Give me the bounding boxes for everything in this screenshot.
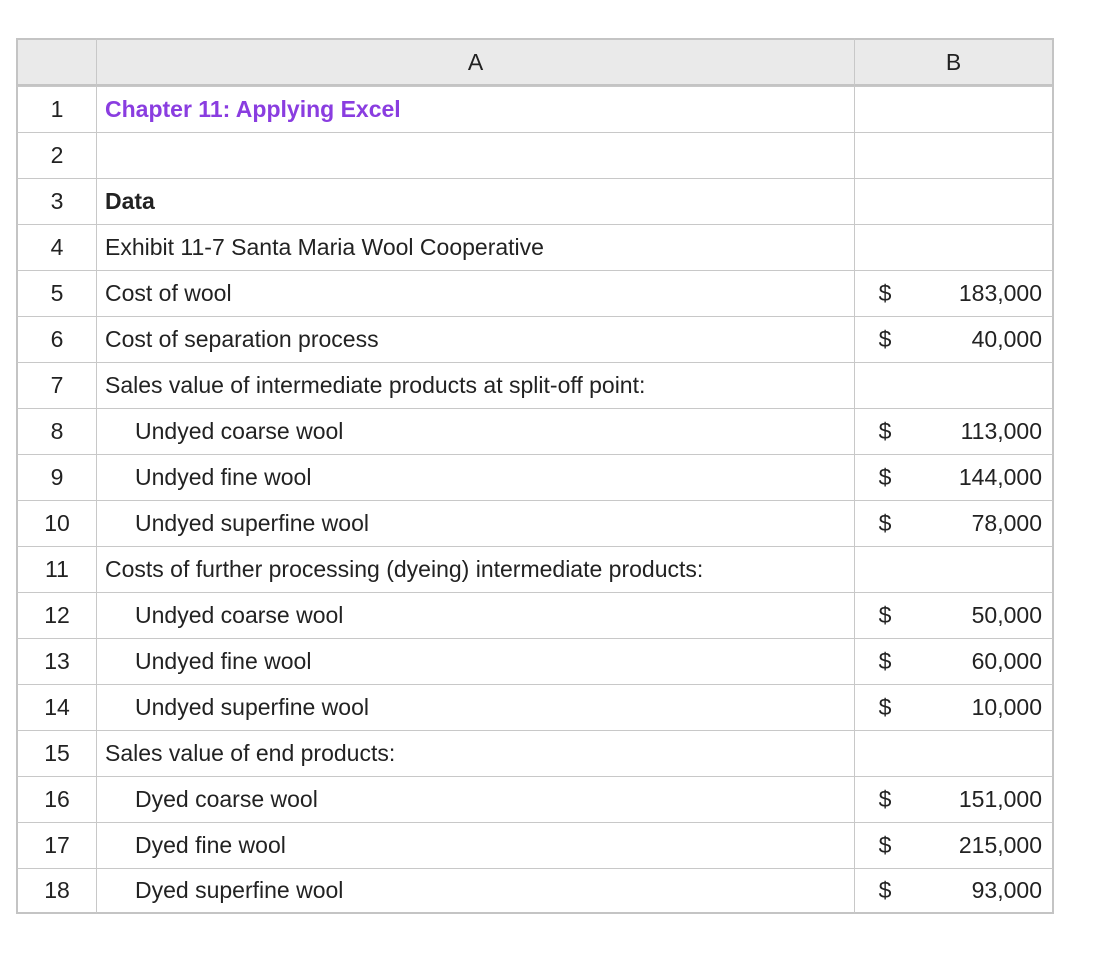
cell-b[interactable] [854,776,1054,822]
row-header[interactable]: 11 [16,546,96,592]
row-header[interactable]: 7 [16,362,96,408]
column-header-b[interactable]: B [854,38,1054,86]
cell-a[interactable]: Undyed fine wool [96,454,854,500]
cell-b[interactable] [854,270,1054,316]
cell-a[interactable] [96,132,854,178]
amount-value: 151,000 [958,786,1042,812]
cell-b[interactable] [854,500,1054,546]
cell-b-content [855,464,1052,491]
cell-a[interactable]: Chapter 11: Applying Excel [96,86,854,132]
sheet-row [16,822,1056,868]
cell-b[interactable] [854,86,1054,132]
sheet-row [16,270,1056,316]
cell-b[interactable] [854,132,1054,178]
sheet-row [16,684,1056,730]
cell-a[interactable]: Undyed superfine wool [96,500,854,546]
cell-a[interactable]: Costs of further processing (dyeing) intermediate products: [96,546,854,592]
currency-symbol: $ [878,464,892,490]
sheet-row [16,500,1056,546]
row-header[interactable]: 16 [16,776,96,822]
amount-value: 10,000 [971,694,1042,720]
cell-b[interactable] [854,362,1054,408]
amount-value: 93,000 [971,877,1042,903]
cell-a[interactable]: Cost of wool [96,270,854,316]
cell-b-content [855,602,1052,629]
amount-value: 60,000 [971,648,1042,674]
cell-b[interactable] [854,684,1054,730]
cell-b-content [855,648,1052,675]
sheet-row [16,86,1056,132]
select-all-corner[interactable] [16,38,96,86]
sheet-row [16,224,1056,270]
sheet-row [16,868,1056,914]
currency-symbol: $ [878,418,892,444]
cell-a[interactable]: Sales value of end products: [96,730,854,776]
row-header[interactable]: 10 [16,500,96,546]
cell-a[interactable]: Undyed superfine wool [96,684,854,730]
row-header[interactable]: 14 [16,684,96,730]
column-header-row [16,38,1056,86]
cell-b[interactable] [854,316,1054,362]
row-header[interactable]: 13 [16,638,96,684]
cell-b-content [855,694,1052,721]
row-header[interactable]: 17 [16,822,96,868]
sheet-row [16,408,1056,454]
sheet-row [16,454,1056,500]
currency-symbol: $ [878,877,892,903]
cell-a[interactable]: Undyed coarse wool [96,592,854,638]
row-header[interactable]: 4 [16,224,96,270]
cell-a[interactable]: Exhibit 11-7 Santa Maria Wool Cooperative [96,224,854,270]
row-header[interactable]: 12 [16,592,96,638]
amount-value: 113,000 [960,418,1042,444]
row-header[interactable]: 5 [16,270,96,316]
row-header[interactable]: 1 [16,86,96,132]
sheet-row [16,546,1056,592]
currency-symbol: $ [878,786,892,812]
row-header[interactable]: 2 [16,132,96,178]
sheet-row [16,132,1056,178]
spreadsheet-grid [16,38,1056,914]
cell-b[interactable] [854,408,1054,454]
cell-b-content [855,326,1052,353]
cell-a[interactable]: Undyed coarse wool [96,408,854,454]
cell-b[interactable] [854,546,1054,592]
row-header[interactable]: 9 [16,454,96,500]
cell-a[interactable]: Dyed superfine wool [96,868,854,914]
cell-a[interactable]: Undyed fine wool [96,638,854,684]
cell-b-content [855,418,1052,445]
cell-b-content [855,832,1052,859]
cell-b[interactable] [854,224,1054,270]
amount-value: 144,000 [958,464,1042,490]
sheet-row [16,638,1056,684]
currency-symbol: $ [878,326,892,352]
cell-a[interactable]: Data [96,178,854,224]
cell-b[interactable] [854,868,1054,914]
sheet-row [16,592,1056,638]
cell-b[interactable] [854,730,1054,776]
sheet-row [16,776,1056,822]
row-header[interactable]: 3 [16,178,96,224]
cell-a[interactable]: Dyed fine wool [96,822,854,868]
cell-a[interactable]: Sales value of intermediate products at split-off point: [96,362,854,408]
sheet-row [16,362,1056,408]
cell-b[interactable] [854,822,1054,868]
sheet-row [16,178,1056,224]
cell-a[interactable]: Cost of separation process [96,316,854,362]
cell-b-content [855,510,1052,537]
currency-symbol: $ [878,694,892,720]
column-header-a[interactable]: A [96,38,854,86]
currency-symbol: $ [878,280,892,306]
cell-b[interactable] [854,638,1054,684]
cell-b-content [855,786,1052,813]
amount-value: 215,000 [958,832,1042,858]
amount-value: 50,000 [971,602,1042,628]
row-header[interactable]: 15 [16,730,96,776]
currency-symbol: $ [878,832,892,858]
currency-symbol: $ [878,602,892,628]
currency-symbol: $ [878,648,892,674]
amount-value: 78,000 [971,510,1042,536]
cell-a[interactable]: Dyed coarse wool [96,776,854,822]
cell-b[interactable] [854,454,1054,500]
amount-value: 183,000 [958,280,1042,306]
cell-b[interactable] [854,592,1054,638]
row-header[interactable]: 8 [16,408,96,454]
row-header[interactable]: 18 [16,868,96,914]
sheet-row [16,730,1056,776]
sheet-row [16,316,1056,362]
amount-value: 40,000 [971,326,1042,352]
currency-symbol: $ [878,510,892,536]
row-header[interactable]: 6 [16,316,96,362]
cell-b[interactable] [854,178,1054,224]
cell-b-content [855,877,1052,904]
cell-b-content [855,280,1052,307]
